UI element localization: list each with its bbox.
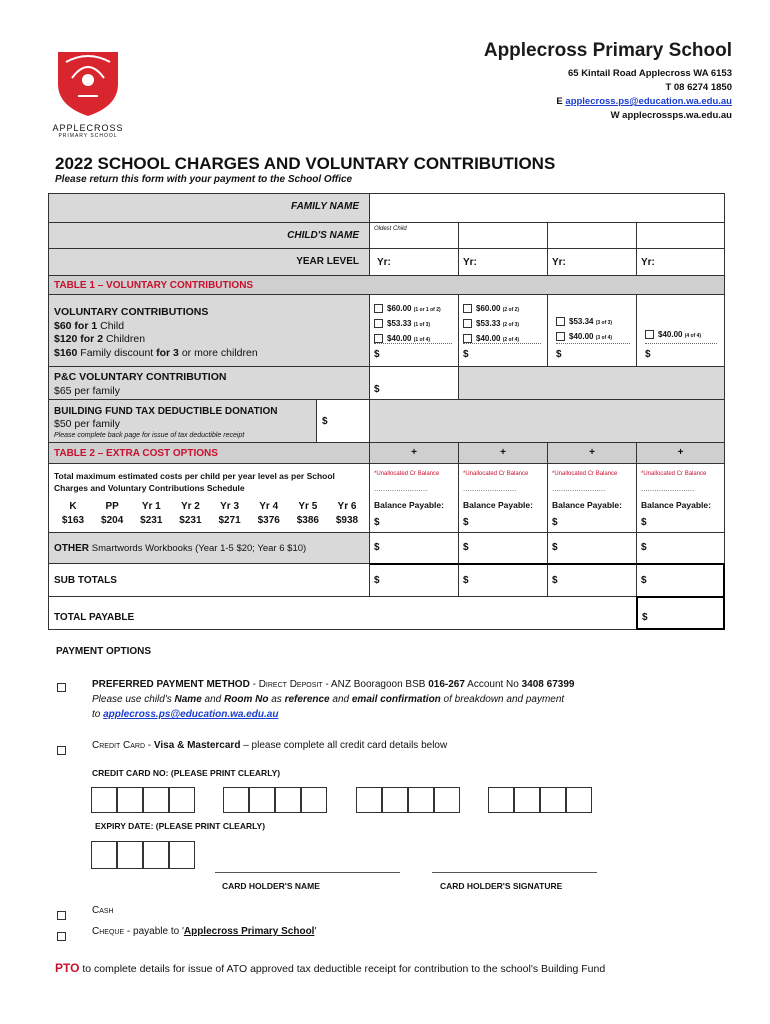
- balance-label: Balance Payable:: [463, 500, 533, 510]
- vc-line1-text: Child: [97, 319, 125, 332]
- vc-note: (1 of 4): [413, 337, 431, 343]
- dollar: $: [552, 575, 558, 586]
- year-header: Yr 4: [259, 501, 279, 512]
- vc-line2-text: Children: [103, 333, 146, 345]
- table2-heading-row: [48, 442, 370, 464]
- table1-heading: TABLE 1 – VOLUNTARY CONTRIBUTIONS: [54, 280, 254, 291]
- inst-text: of breakdown and payment: [440, 694, 565, 705]
- checkbox[interactable]: [463, 319, 472, 328]
- holder-name-line[interactable]: [215, 872, 400, 873]
- year-header: Yr 1: [141, 501, 161, 512]
- child-name-input-4[interactable]: [636, 222, 725, 249]
- vc-option[interactable]: [374, 317, 441, 332]
- inst-bold: Name: [174, 694, 202, 705]
- vc-child3-cell: [547, 294, 637, 367]
- table1-heading-row: [48, 275, 725, 295]
- vc-note: (3 of 3): [595, 320, 613, 326]
- dots: ........................: [463, 484, 517, 493]
- unallocated-label: *Unallocated Cr Balance: [552, 471, 618, 477]
- cc-digit-box[interactable]: [275, 787, 301, 813]
- child-name-input-3[interactable]: [547, 222, 637, 249]
- plus-sign: +: [369, 442, 459, 464]
- credit-card-checkbox[interactable]: [57, 742, 66, 760]
- vc-option[interactable]: [463, 332, 519, 347]
- vc-line3-bold: for 3: [156, 346, 179, 359]
- inst-bold: reference: [284, 694, 330, 705]
- vc-line3-end: or more children: [178, 346, 258, 359]
- dollar: $: [374, 542, 380, 553]
- vc-option[interactable]: [463, 302, 519, 317]
- bf-blank: [369, 399, 725, 443]
- cc-digit-box[interactable]: [117, 787, 143, 813]
- other-cell: [48, 532, 370, 564]
- dollar: $: [552, 517, 558, 528]
- vc-child4-cell: [636, 294, 725, 367]
- checkbox[interactable]: [556, 332, 565, 341]
- dollar: $: [463, 575, 469, 586]
- subtotal-4[interactable]: [636, 563, 725, 597]
- total-payable-label-cell: [48, 596, 637, 630]
- child-name-input-2[interactable]: [458, 222, 548, 249]
- cheque-label: Cheque: [92, 926, 125, 937]
- expiry-label: EXPIRY DATE: (PLEASE PRINT CLEARLY): [95, 821, 266, 831]
- cheque-quote: ': [314, 926, 317, 937]
- vc-amount: $40.00: [658, 330, 683, 339]
- pto-label: PTO: [55, 961, 80, 975]
- year-cost: $386: [296, 515, 319, 526]
- balance-label: Balance Payable:: [374, 500, 444, 510]
- vc-note: (2 of 4): [502, 337, 520, 343]
- cc-sep: -: [145, 740, 154, 751]
- unallocated-label: *Unallocated Cr Balance: [374, 471, 440, 477]
- vc-amount: $40.00: [569, 332, 594, 341]
- total-payable-label: TOTAL PAYABLE: [54, 612, 135, 623]
- balance-cell-1: [369, 463, 459, 533]
- dollar: $: [374, 517, 380, 528]
- cc-digit-box[interactable]: [223, 787, 249, 813]
- dollar: $: [552, 542, 558, 553]
- inst-bold: Room No: [224, 694, 269, 705]
- cc-label: Credit Card: [92, 740, 146, 751]
- dots: ........................: [374, 484, 428, 493]
- yr-label: Yr:: [552, 257, 566, 268]
- school-address: 65 Kintail Road Applecross WA 6153: [567, 68, 732, 79]
- inst-text: to: [92, 709, 104, 720]
- checkbox[interactable]: [374, 319, 383, 328]
- vc-option[interactable]: [556, 315, 612, 330]
- year-input-2[interactable]: [458, 248, 548, 276]
- table2-heading: TABLE 2 – EXTRA COST OPTIONS: [54, 448, 218, 459]
- cc-types: Visa & Mastercard: [153, 740, 241, 751]
- logo-text: APPLECROSS: [52, 123, 124, 133]
- cc-digit-box[interactable]: [91, 787, 117, 813]
- plus-sign: +: [458, 442, 548, 464]
- other-input-3[interactable]: [547, 532, 637, 564]
- year-cost: $204: [101, 515, 124, 526]
- pto-line: [55, 961, 755, 975]
- pref-title: PREFERRED PAYMENT METHOD: [92, 679, 250, 690]
- school-web: applecrossps.wa.edu.au: [622, 110, 732, 121]
- cc-digit-box[interactable]: [408, 787, 434, 813]
- dots: ........................: [552, 484, 606, 493]
- yr-label: Yr:: [641, 257, 655, 268]
- year-input-3[interactable]: [547, 248, 637, 276]
- other-desc: Smartwords Workbooks (Year 1-5 $20; Year 6 $10): [91, 543, 307, 554]
- vc-note: (4 of 4): [684, 333, 702, 339]
- bf-title: BUILDING FUND TAX DEDUCTIBLE DONATION: [54, 406, 278, 417]
- year-header: K: [69, 501, 77, 512]
- inst-text: as: [268, 694, 285, 705]
- vc-option[interactable]: [463, 317, 519, 332]
- family-name-label: FAMILY NAME: [291, 201, 359, 212]
- voluntary-contributions-cell: [48, 294, 370, 367]
- balance-cell-4: [636, 463, 725, 533]
- dollar: $: [374, 384, 380, 395]
- vc-option[interactable]: [645, 328, 701, 343]
- school-web-line: [484, 109, 732, 123]
- cheque-text: - payable to ': [124, 926, 184, 937]
- bf-amount: $50 per family: [54, 418, 120, 430]
- school-info: [484, 40, 732, 123]
- bf-amount-input[interactable]: [316, 399, 370, 443]
- cash-label: Cash: [92, 905, 114, 916]
- cc-digit-box[interactable]: [249, 787, 275, 813]
- year-header: Yr 3: [220, 501, 240, 512]
- vc-amount: $53.34: [569, 317, 594, 326]
- inst-text: and: [329, 694, 352, 705]
- checkbox[interactable]: [374, 304, 383, 313]
- web-label: W: [610, 110, 620, 121]
- logo-subtext: PRIMARY SCHOOL: [58, 133, 118, 139]
- pc-contribution-cell: [48, 366, 370, 400]
- family-name-input[interactable]: [369, 193, 725, 223]
- expiry-digit-box[interactable]: [143, 841, 169, 869]
- balance-label: Balance Payable:: [552, 500, 622, 510]
- dollar: $: [463, 542, 469, 553]
- bf-note: Please complete back page for issue of tax deductible receipt: [54, 432, 245, 439]
- inst-bold: email confirmation: [351, 694, 441, 705]
- school-name: Applecross Primary School: [483, 40, 732, 61]
- dollar: $: [641, 575, 647, 586]
- cheque-payee: Applecross Primary School: [183, 926, 315, 937]
- checkbox[interactable]: [645, 330, 654, 339]
- year-cost: $376: [257, 515, 280, 526]
- vc-note: (3 of 4): [595, 335, 613, 341]
- vc-child1-cell: [369, 294, 459, 367]
- dollar: $: [641, 542, 647, 553]
- year-level-label-cell: [48, 248, 370, 276]
- expiry-digit-box[interactable]: [117, 841, 143, 869]
- cc-digit-box[interactable]: [434, 787, 460, 813]
- unallocated-label: *Unallocated Cr Balance: [641, 471, 707, 477]
- year-header: Yr 2: [180, 501, 200, 512]
- vc-line3-text: Family discount: [77, 346, 157, 359]
- dots: ........................: [641, 484, 695, 493]
- expiry-digit-box[interactable]: [91, 841, 117, 869]
- cc-digit-box[interactable]: [540, 787, 566, 813]
- building-fund-cell: [48, 399, 317, 443]
- inst-text: and: [201, 694, 225, 705]
- pref-sep: -: [249, 679, 259, 690]
- vc-line2-amount: $120 for 2: [54, 333, 104, 345]
- vc-amount: $53.33: [387, 319, 412, 328]
- cc-digit-box[interactable]: [488, 787, 514, 813]
- dollar: $: [556, 349, 562, 360]
- dollar: $: [374, 575, 380, 586]
- dollar: $: [645, 349, 651, 360]
- plus-sign: +: [547, 442, 637, 464]
- cc-digit-box[interactable]: [301, 787, 327, 813]
- other-input-4[interactable]: [636, 532, 725, 564]
- extra-cost-cell: [48, 463, 370, 533]
- preferred-checkbox[interactable]: [57, 679, 66, 697]
- unallocated-label: *Unallocated Cr Balance: [463, 471, 529, 477]
- balance-cell-2: [458, 463, 548, 533]
- year-header: Yr 6: [337, 501, 357, 512]
- year-input-1[interactable]: [369, 248, 459, 276]
- expiry-digit-box[interactable]: [169, 841, 195, 869]
- childs-name-label: CHILD'S NAME: [287, 230, 359, 241]
- dollar: $: [463, 517, 469, 528]
- subtotal-2[interactable]: [458, 563, 548, 597]
- checkbox[interactable]: [556, 317, 565, 326]
- form-title: 2022 SCHOOL CHARGES AND VOLUNTARY CONTRIBUTIONS: [55, 154, 556, 173]
- year-level-label: YEAR LEVEL: [296, 256, 359, 267]
- pref-acc: 3408 67399: [521, 679, 575, 690]
- pref-direct: Direct Deposit: [258, 679, 323, 690]
- pref-bsb: 016-267: [428, 679, 465, 690]
- vc-note: (2 of 3): [502, 322, 520, 328]
- vc-amount: $40.00: [387, 334, 412, 343]
- year-cost: $163: [61, 515, 85, 526]
- other-input-2[interactable]: [458, 532, 548, 564]
- school-email-line: [484, 95, 732, 109]
- childs-name-label-cell: [48, 222, 370, 249]
- vc-option[interactable]: [374, 302, 441, 317]
- dollar: $: [463, 349, 469, 360]
- pc-blank: [458, 366, 725, 400]
- holder-sig-label: CARD HOLDER'S SIGNATURE: [440, 881, 563, 891]
- vc-note: (1 of 3): [413, 322, 431, 328]
- total-payable-input[interactable]: [636, 596, 725, 630]
- cc-digit-box[interactable]: [356, 787, 382, 813]
- family-name-label-cell: [48, 193, 370, 223]
- balance-label: Balance Payable:: [641, 500, 711, 510]
- dollar: $: [641, 517, 647, 528]
- cc-digit-box[interactable]: [514, 787, 540, 813]
- cheque-checkbox[interactable]: [57, 928, 66, 946]
- vc-line1-amount: $60 for 1: [54, 319, 98, 332]
- cheque-option: [92, 926, 316, 937]
- balance-cell-3: [547, 463, 637, 533]
- extra-cost-desc: Total maximum estimated costs per child per year level as per School Charges and Voluntary Contributions Schedule: [54, 471, 335, 493]
- plus-sign: +: [636, 442, 725, 464]
- pref-acc-label: Account No: [464, 679, 522, 690]
- year-cost: $231: [179, 515, 202, 526]
- yr-label: Yr:: [463, 257, 477, 268]
- other-input-1[interactable]: [369, 532, 459, 564]
- year-cost: $938: [335, 515, 359, 526]
- year-cost: $271: [218, 515, 241, 526]
- pc-title: P&C VOLUNTARY CONTRIBUTION: [54, 371, 227, 383]
- yr-label: Yr:: [377, 257, 391, 268]
- vc-line3-amount: $160: [54, 346, 78, 359]
- year-input-4[interactable]: [636, 248, 725, 276]
- cc-digit-box[interactable]: [143, 787, 169, 813]
- pc-amount: $65 per family: [54, 385, 120, 397]
- pc-amount-input[interactable]: [369, 366, 459, 400]
- child-name-input-1[interactable]: [369, 222, 459, 249]
- cc-instruction: – please complete all credit card details below: [240, 740, 448, 751]
- vc-amount: $60.00: [387, 304, 412, 313]
- year-cost: $231: [140, 515, 163, 526]
- sub-totals-label-cell: [48, 563, 370, 597]
- preferred-method: [92, 677, 742, 722]
- holder-name-label: CARD HOLDER'S NAME: [222, 881, 320, 891]
- email-label: E: [556, 96, 563, 107]
- sub-totals-label: SUB TOTALS: [54, 575, 117, 586]
- vc-option[interactable]: [374, 332, 441, 347]
- cc-digit-box[interactable]: [169, 787, 195, 813]
- school-logo: [52, 48, 124, 139]
- year-header: Yr 5: [298, 501, 318, 512]
- oldest-child-label: Oldest Child: [374, 226, 407, 232]
- subtotal-1[interactable]: [369, 563, 459, 597]
- other-label: OTHER: [54, 543, 89, 554]
- dollar: $: [322, 416, 328, 427]
- checkbox[interactable]: [463, 304, 472, 313]
- subtotal-3[interactable]: [547, 563, 637, 597]
- vc-amount: $60.00: [476, 304, 501, 313]
- cc-digit-box[interactable]: [566, 787, 592, 813]
- pto-text: to complete details for issue of ATO approved tax deductible receipt for contribution to the school's Building Fund: [79, 963, 606, 975]
- credit-card-option: [92, 740, 447, 751]
- cash-checkbox[interactable]: [57, 907, 66, 925]
- pref-bank: - ANZ Booragoon BSB: [322, 679, 429, 690]
- cc-digit-box[interactable]: [382, 787, 408, 813]
- school-email-link[interactable]: applecross.ps@education.wa.edu.au: [565, 96, 732, 107]
- form-subtitle: Please return this form with your payment to the School Office: [55, 174, 353, 185]
- year-header: PP: [105, 501, 119, 512]
- holder-sig-line[interactable]: [432, 872, 597, 873]
- year-cost-grid: [54, 500, 366, 528]
- cc-number-label: CREDIT CARD NO: (PLEASE PRINT CLEARLY): [92, 768, 281, 778]
- dollar: $: [642, 612, 648, 623]
- vc-amount: $53.33: [476, 319, 501, 328]
- vc-child2-cell: [458, 294, 548, 367]
- dollar: $: [374, 349, 380, 360]
- vc-note: (1 or 1 of 2): [413, 307, 441, 313]
- vc-note: (2 of 2): [502, 307, 520, 313]
- inst-text: Please use child's: [92, 694, 175, 705]
- vc-amount: $40.00: [476, 334, 501, 343]
- vc-title: VOLUNTARY CONTRIBUTIONS: [54, 306, 209, 318]
- school-phone: T 08 6274 1850: [665, 82, 732, 93]
- payment-email-link[interactable]: applecross.ps@education.wa.edu.au: [103, 709, 279, 720]
- payment-options-heading: PAYMENT OPTIONS: [56, 646, 152, 657]
